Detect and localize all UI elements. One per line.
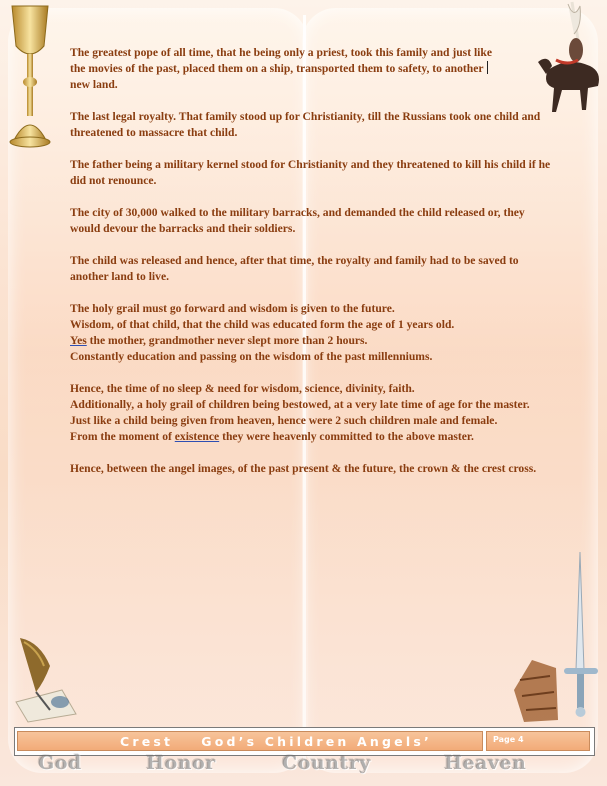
sword-crown-icon [510,550,602,728]
quill-scroll-icon [10,632,84,724]
text-line: The father being a military kernel stood for Christianity and they threatened to kill his child if he [70,158,551,171]
text-line: Wisdom, of that child, that the child was educated form the age of 1 years old. [70,318,455,331]
page-number: Page 4 [493,735,524,744]
text-line: threatened to massacre that child. [70,126,238,139]
footer-crest: Crest [120,734,174,749]
text-line: Constantly education and passing on the wisdom of the past millenniums. [70,350,433,363]
text-line-content: they were heavenly committed to the above master. [219,430,474,443]
text-line: another land to live. [70,270,169,283]
text-line: The city of 30,000 walked to the military barracks, and demanded the child released or, they [70,206,525,219]
text-line: Additionally, a holy grail of children being bestowed, at a very late time of age for the master. [70,398,530,411]
paragraph [70,301,570,365]
motto-heaven: Heaven [444,752,527,774]
paragraph [70,109,570,141]
text-line: Just like a child being given from heaven, hence were 2 such children male and female. [70,414,498,427]
text-line: Hence, between the angel images, of the past present & the future, the crown & the crest cross. [70,462,537,475]
golden-chalice-icon [4,2,56,152]
text-line: The last legal royalty. That family stood up for Christianity, till the Russians took one child and [70,110,541,123]
motto-country: Country [282,752,371,774]
spellcheck-word-existence[interactable]: existence [174,430,220,443]
spellcheck-word-yes[interactable]: Yes [70,334,87,347]
text-line: would devour the barracks and their soldiers. [70,222,296,235]
paragraph [70,45,570,93]
text-line: new land. [70,78,118,91]
text-line-content: the movies of the past, placed them on a ship, transported them to safety, to another [70,62,484,75]
paragraph [70,205,570,237]
document-body [70,45,570,493]
text-line [70,61,570,77]
text-line: The greatest pope of all time, that he being only a priest, took this family and just like [70,46,492,59]
text-line [70,429,570,445]
motto-god: God [38,752,82,774]
footer-title-bar [17,731,483,751]
paragraph [70,157,570,189]
text-cursor [487,61,488,74]
text-line: Hence, the time of no sleep & need for wisdom, science, divinity, faith. [70,382,415,395]
paragraph [70,381,570,445]
paragraph [70,253,570,285]
text-line: The holy grail must go forward and wisdom is given to the future. [70,302,395,315]
footer-title: God’s Children Angels’ [201,734,432,749]
text-line: The child was released and hence, after that time, the royalty and family had to be saved to [70,254,519,267]
paragraph [70,461,570,477]
text-line [70,333,570,349]
text-line-content: the mother, grandmother never slept more than 2 hours. [86,334,368,347]
motto-honor: Honor [146,752,216,774]
text-line-content: From the moment of [70,430,175,443]
page-number-box [486,731,590,751]
text-line: did not renounce. [70,174,157,187]
